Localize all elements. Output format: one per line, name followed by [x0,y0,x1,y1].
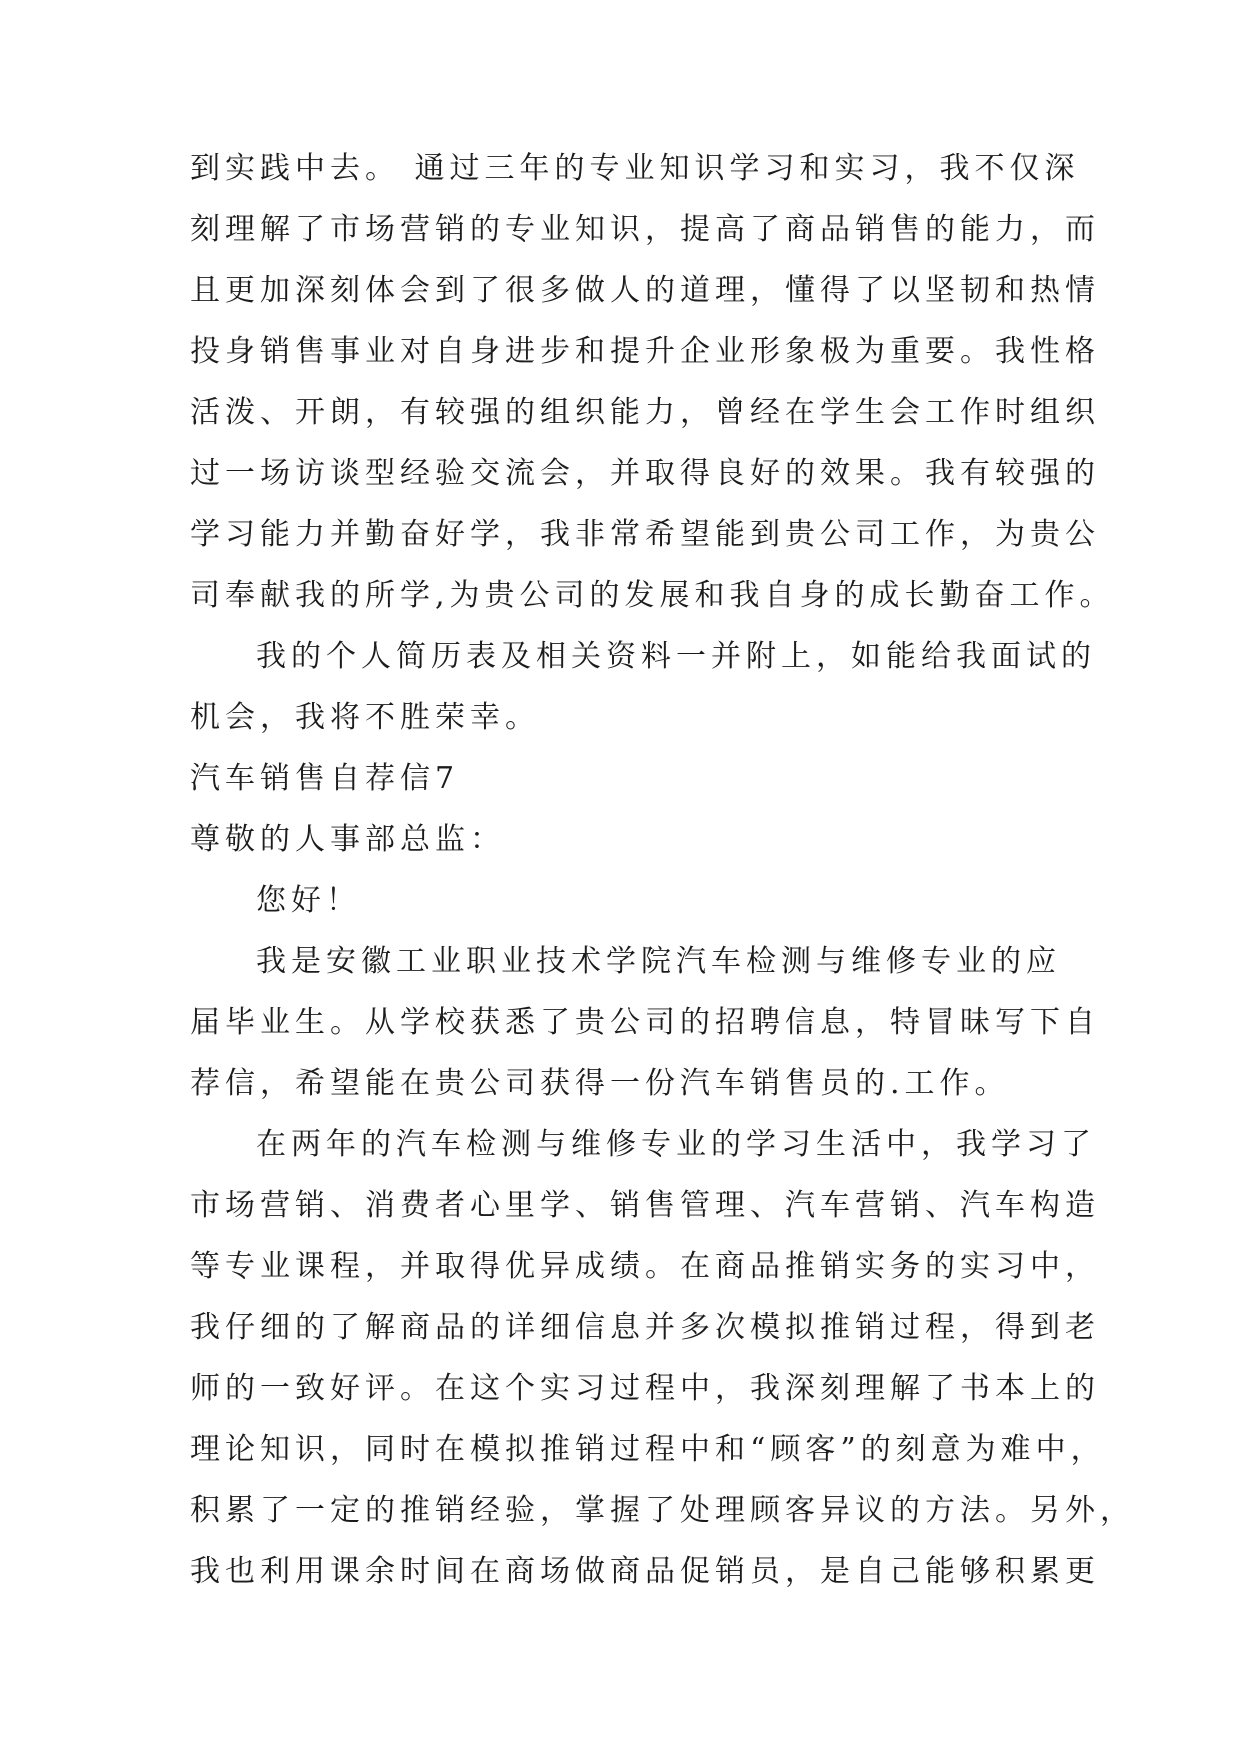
text-line: 等专业课程，并取得优异成绩。在商品推销实务的实习中， [190,1249,1100,1284]
text-line: 积累了一定的推销经验，掌握了处理顾客异议的方法。另外， [190,1493,1135,1528]
text-line: 司奉献我的所学,为贵公司的发展和我自身的成长勤奋工作。 [190,578,1115,613]
text-line: 学习能力并勤奋好学，我非常希望能到贵公司工作，为贵公 [190,517,1100,552]
text-line: 在两年的汽车检测与维修专业的学习生活中，我学习了 [256,1127,1096,1162]
text-line: 我仔细的了解商品的详细信息并多次模拟推销过程，得到老 [190,1310,1100,1345]
text-line: 您好！ [256,883,361,918]
text-line: 过一场访谈型经验交流会，并取得良好的效果。我有较强的 [190,456,1100,491]
text-line: 我的个人简历表及相关资料一并附上，如能给我面试的 [256,639,1096,674]
text-line: 我也利用课余时间在商场做商品促销员，是自己能够积累更 [190,1554,1100,1589]
text-line: 刻理解了市场营销的专业知识，提高了商品销售的能力，而 [190,212,1100,247]
text-line: 投身销售事业对自身进步和提升企业形象极为重要。我性格 [190,334,1100,369]
text-line: 到实践中去。 通过三年的专业知识学习和实习，我不仅深 [190,151,1080,186]
text-line: 理论知识，同时在模拟推销过程中和“顾客”的刻意为难中， [190,1432,1106,1467]
text-line: 市场营销、消费者心里学、销售管理、汽车营销、汽车构造 [190,1188,1100,1223]
document-page [190,138,1135,1602]
text-line: 活泼、开朗，有较强的组织能力，曾经在学生会工作时组织 [190,395,1100,430]
text-line: 汽车销售自荐信7 [190,761,460,796]
text-line: 届毕业生。从学校获悉了贵公司的招聘信息，特冒昧写下自 [190,1005,1100,1040]
text-line: 师的一致好评。在这个实习过程中，我深刻理解了书本上的 [190,1371,1100,1406]
text-line: 荐信，希望能在贵公司获得一份汽车销售员的.工作。 [190,1066,1010,1101]
text-line: 我是安徽工业职业技术学院汽车检测与维修专业的应 [256,944,1061,979]
text-line: 机会，我将不胜荣幸。 [190,700,540,735]
text-line: 且更加深刻体会到了很多做人的道理，懂得了以坚韧和热情 [190,273,1100,308]
text-line: 尊敬的人事部总监： [190,822,505,857]
